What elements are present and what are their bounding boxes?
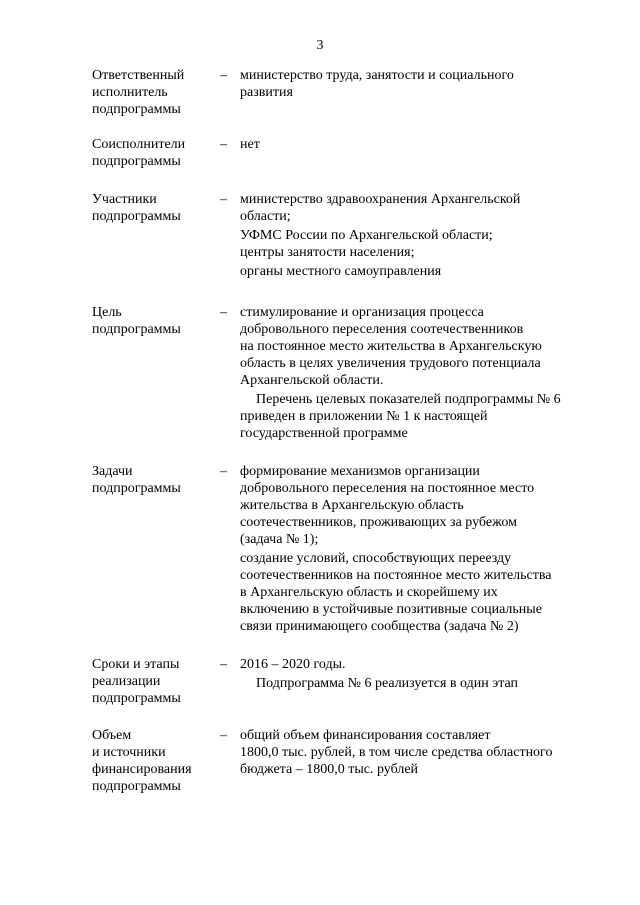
- row-dash: –: [220, 728, 227, 743]
- row-label-line: Соисполнители: [92, 137, 186, 152]
- content-line: на постоянное место жительства в Архангельскую: [240, 339, 542, 354]
- row-label-line: подпрограммы: [92, 322, 181, 337]
- row-label-line: подпрограммы: [92, 209, 181, 224]
- row-label-line: Участники: [92, 192, 157, 207]
- row-label-line: Объем: [92, 728, 132, 743]
- passport-row: [92, 463, 612, 635]
- content-line: добровольного переселения на постоянное место: [240, 481, 535, 496]
- content-line: органы местного самоуправления: [240, 264, 442, 279]
- passport-row: [92, 136, 612, 170]
- row-content: [240, 67, 595, 101]
- passport-row: [92, 656, 612, 707]
- row-label-line: Задачи: [92, 464, 133, 479]
- content-paragraph: [240, 391, 595, 442]
- row-content: [240, 656, 595, 692]
- row-dash: –: [220, 137, 227, 152]
- content-line: министерство здравоохранения Архангельской: [240, 192, 521, 207]
- content-line: жительства в Архангельскую область: [240, 498, 464, 513]
- passport-table: [92, 67, 612, 795]
- content-paragraph: [240, 227, 595, 261]
- content-line: Перечень целевых показателей подпрограммы № 6: [256, 392, 561, 407]
- content-line: создание условий, способствующих переезду: [240, 551, 512, 566]
- row-label: [92, 136, 220, 170]
- content-line: связи принимающего сообщества (задача № 2): [240, 619, 519, 634]
- content-line: формирование механизмов организации: [240, 464, 480, 479]
- passport-row: [92, 304, 612, 442]
- row-label-line: Ответственный: [92, 68, 185, 83]
- row-label-line: Сроки и этапы: [92, 657, 180, 672]
- content-paragraph: [240, 191, 595, 225]
- content-line: нет: [240, 137, 260, 152]
- row-dash: –: [220, 305, 227, 320]
- content-line: добровольного переселения соотечественников: [240, 322, 524, 337]
- content-line: министерство труда, занятости и социального: [240, 68, 514, 83]
- content-paragraph: [240, 675, 595, 692]
- passport-row: [92, 727, 612, 795]
- content-line: область в целях увеличения трудового потенциала: [240, 356, 541, 371]
- row-label-line: подпрограммы: [92, 154, 181, 169]
- content-line: развития: [240, 85, 293, 100]
- page-number: 3: [316, 38, 324, 53]
- row-label-line: и источники: [92, 745, 166, 760]
- content-line: Подпрограмма № 6 реализуется в один этап: [256, 676, 519, 691]
- row-label-line: подпрограммы: [92, 481, 181, 496]
- content-paragraph: [240, 67, 595, 101]
- content-paragraph: [240, 550, 595, 635]
- row-label-line: реализации: [92, 674, 161, 689]
- content-line: включению в устойчивые позитивные социальные: [240, 602, 542, 617]
- passport-row: [92, 67, 612, 118]
- content-line: стимулирование и организация процесса: [240, 305, 484, 320]
- content-line: (задача № 1);: [240, 532, 319, 547]
- row-label: [92, 656, 220, 707]
- row-label: [92, 727, 220, 795]
- row-dash: –: [220, 657, 227, 672]
- row-content: [240, 463, 595, 635]
- passport-row: [92, 191, 612, 280]
- row-label-line: финансирования: [92, 762, 192, 777]
- content-line: соотечественников на постоянное место жительства: [240, 568, 552, 583]
- row-dash: –: [220, 192, 227, 207]
- row-label: [92, 191, 220, 225]
- content-line: в Архангельскую область и скорейшему их: [240, 585, 498, 600]
- row-label: [92, 304, 220, 338]
- row-content: [240, 191, 595, 280]
- row-content: [240, 136, 595, 153]
- content-line: государственной программе: [240, 426, 408, 441]
- content-line: Архангельской области.: [240, 373, 384, 388]
- row-label-line: подпрограммы: [92, 779, 181, 794]
- row-dash: –: [220, 68, 227, 83]
- content-line: 2016 – 2020 годы.: [240, 657, 346, 672]
- row-label-line: подпрограммы: [92, 102, 181, 117]
- content-line: соотечественников, проживающих за рубежом: [240, 515, 517, 530]
- content-paragraph: [240, 136, 595, 153]
- row-label-line: Цель: [92, 305, 122, 320]
- row-dash: –: [220, 464, 227, 479]
- row-label: [92, 463, 220, 497]
- row-content: [240, 304, 595, 442]
- row-content: [240, 727, 595, 778]
- content-line: центры занятости населения;: [240, 245, 415, 260]
- content-paragraph: [240, 263, 595, 280]
- row-label: [92, 67, 220, 118]
- content-line: УФМС России по Архангельской области;: [240, 228, 493, 243]
- row-label-line: исполнитель: [92, 85, 168, 100]
- content-paragraph: [240, 304, 595, 389]
- content-line: бюджета – 1800,0 тыс. рублей: [240, 762, 419, 777]
- content-line: области;: [240, 209, 291, 224]
- row-label-line: подпрограммы: [92, 691, 181, 706]
- content-paragraph: [240, 463, 595, 548]
- content-paragraph: [240, 727, 595, 778]
- content-paragraph: [240, 656, 595, 673]
- content-line: приведен в приложении № 1 к настоящей: [240, 409, 488, 424]
- content-line: общий объем финансирования составляет: [240, 728, 491, 743]
- content-line: 1800,0 тыс. рублей, в том числе средства областного: [240, 745, 553, 760]
